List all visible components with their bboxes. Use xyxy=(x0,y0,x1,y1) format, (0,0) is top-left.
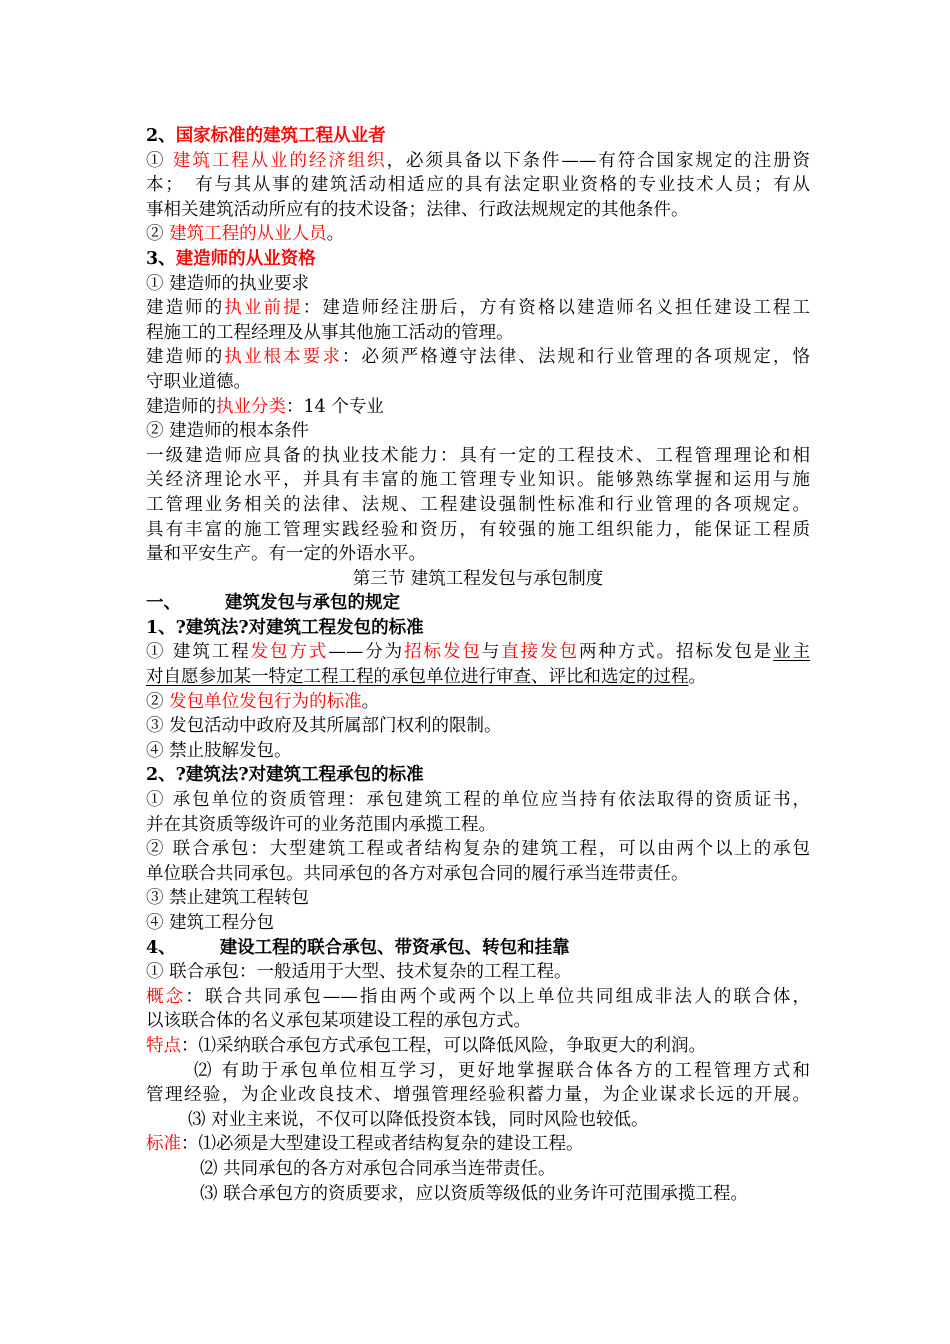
paragraph-text: 建造师的 xyxy=(146,396,216,417)
paragraph-line xyxy=(146,222,810,247)
paragraph-text: 与 xyxy=(481,642,502,663)
paragraph-text: ：⑴采纳联合承包方式承包工程，可以降低风险，争取更大的利润。 xyxy=(181,1035,706,1056)
paragraph-text: 。 xyxy=(688,667,706,688)
paragraph-line: 本； 有与其从事的建筑活动相适应的具有法定职业资格的专业技术人员；有从 xyxy=(146,175,810,196)
paragraph-text: ，必须具备以下条件——有符合国家规定的注册资 xyxy=(386,150,810,171)
paragraph-line: 守职业道德。 xyxy=(146,371,251,392)
paragraph-line xyxy=(146,345,810,370)
heading-1-issuing-standard: 1、?建筑法?对建筑工程发包的标准 xyxy=(146,617,424,638)
paragraph-line: 以该联合体的名义承包某项建设工程的承包方式。 xyxy=(146,1011,531,1032)
paragraph-line: 关经济理论水平，并具有丰富的施工管理专业知识。能够熟练掌握和运用与施 xyxy=(146,470,810,491)
highlighted-term: 发包单位发包行为的标准 xyxy=(169,691,362,712)
paragraph-text: 两种方式。招标发包是 xyxy=(578,642,774,663)
paragraph-line: 一级建造师应具备的执业技术能力：具有一定的工程技术、工程管理理论和相 xyxy=(146,445,810,466)
paragraph-line: ⑶ 联合承包方的资质要求，应以资质等级低的业务许可范围承揽工程。 xyxy=(200,1183,749,1204)
paragraph-line xyxy=(146,395,810,420)
paragraph-line xyxy=(146,640,810,665)
paragraph-line xyxy=(146,690,810,715)
section-title: 第三节 建筑工程发包与承包制度 xyxy=(352,568,604,589)
paragraph-text: 。 xyxy=(326,224,345,245)
paragraph-text: ：14 个专业 xyxy=(286,396,384,417)
heading-number: 4、 xyxy=(146,937,176,958)
underlined-text: 业主 xyxy=(773,642,811,663)
paragraph-text: ：必须严格遵守法律、法规和行业管理的各项规定，恪 xyxy=(341,347,811,368)
paragraph-line: 程施工的工程经理及从事其他施工活动的管理。 xyxy=(146,322,514,343)
subheading-line: ② 建造师的根本条件 xyxy=(146,421,310,442)
paragraph-line: 事相关建筑活动所应有的技术设备；法律、行政法规规定的其他条件。 xyxy=(146,199,689,220)
paragraph-line: ① 承包单位的资质管理：承包建筑工程的单位应当持有依法取得的资质证书， xyxy=(146,790,810,811)
list-marker: ① xyxy=(146,150,173,171)
highlighted-term: 发包方式 xyxy=(250,642,329,663)
heading-text: 建造师的从业资格 xyxy=(175,248,316,269)
document-page xyxy=(146,124,810,1206)
heading-number: 3、 xyxy=(146,248,176,269)
paragraph-line xyxy=(146,665,810,690)
highlighted-term: 建筑工程的从业人员 xyxy=(169,224,327,245)
list-marker: ② xyxy=(146,224,170,245)
paragraph-line xyxy=(146,296,810,321)
paragraph-line: 并在其资质等级许可的业务范围内承揽工程。 xyxy=(146,814,496,835)
paragraph-line: ③ 禁止建筑工程转包 xyxy=(146,888,310,909)
paragraph-text: 。 xyxy=(361,691,380,712)
underlined-text: 对自愿参加某一特定工程工程的承包单位进行审查、评比和选定的过程 xyxy=(146,667,689,688)
highlighted-term: 特点 xyxy=(146,1035,181,1056)
heading-number: 一、 xyxy=(146,593,181,614)
paragraph-line xyxy=(146,149,810,174)
heading-number: 2、 xyxy=(146,126,176,146)
paragraph-text: 建造师的 xyxy=(146,347,225,368)
paragraph-text: ：⑴必须是大型建设工程或者结构复杂的建设工程。 xyxy=(181,1134,584,1155)
heading-text: 国家标准的建筑工程从业者 xyxy=(175,126,386,146)
subheading-line: ① 建造师的执业要求 xyxy=(146,273,310,294)
heading-text: 建设工程的联合承包、带资承包、转包和挂靠 xyxy=(219,937,570,958)
paragraph-line xyxy=(146,1034,810,1059)
highlighted-term: 建筑工程从业的经济组织 xyxy=(172,150,387,171)
paragraph-line: ① 联合承包：一般适用于大型、技术复杂的工程工程。 xyxy=(146,962,572,983)
paragraph-line: ④ 建筑工程分包 xyxy=(146,913,275,933)
paragraph-line: 工管理业务相关的法律、法规、工程建设强制性标准和行业管理的各项规定。 xyxy=(146,494,810,515)
highlighted-term: 直接发包 xyxy=(501,642,579,663)
highlighted-term: 执业根本要求 xyxy=(224,347,342,368)
paragraph-line: ② 联合承包：大型建筑工程或者结构复杂的建筑工程，可以由两个以上的承包 xyxy=(146,839,810,860)
highlighted-term: 标准 xyxy=(146,1134,181,1155)
paragraph-text: ：建造师经注册后，方有资格以建造师名义担任建设工程工 xyxy=(302,298,811,319)
heading-1-contracting-rules xyxy=(146,591,810,616)
highlighted-term: 执业分类 xyxy=(216,396,286,417)
highlighted-term: 概念 xyxy=(146,986,186,1007)
paragraph-text: 建造师的 xyxy=(146,298,225,319)
paragraph-line: 量和平安生产。有一定的外语水平。 xyxy=(146,544,426,565)
paragraph-line xyxy=(146,985,810,1010)
paragraph-line: 单位联合共同承包。共同承包的各方对承包合同的履行承当连带责任。 xyxy=(146,863,689,884)
paragraph-line: ④ 禁止肢解发包。 xyxy=(146,740,292,761)
paragraph-line xyxy=(146,1132,810,1157)
list-marker: ② xyxy=(146,691,170,712)
paragraph-line: 管理经验，为企业改良技术、增强管理经验积蓄力量，为企业谋求长远的开展。 xyxy=(146,1085,810,1106)
paragraph-line: ⑵ 有助于承包单位相互学习，更好地掌握联合体各方的工程管理方式和 xyxy=(194,1060,810,1081)
highlighted-term: 招标发包 xyxy=(404,642,482,663)
heading-text: 建筑发包与承包的规定 xyxy=(225,593,400,614)
paragraph-line: 具有丰富的施工管理实践经验和资历，有较强的施工组织能力，能保证工程质 xyxy=(146,519,810,540)
paragraph-text: ① 建筑工程 xyxy=(146,642,251,663)
heading-2-contracting-standard: 2、?建筑法?对建筑工程承包的标准 xyxy=(146,765,424,786)
heading-4-joint-contracting xyxy=(146,936,810,961)
paragraph-text: ——分为 xyxy=(328,642,405,663)
paragraph-line: ③ 发包活动中政府及其所属部门权利的限制。 xyxy=(146,716,502,737)
heading-3-constructor-qualification xyxy=(146,247,810,272)
paragraph-text: ：联合共同承包——指由两个或两个以上单位共同组成非法人的联合体， xyxy=(185,986,810,1007)
paragraph-line: ⑶ 对业主来说，不仅可以降低投资本钱，同时风险也较低。 xyxy=(188,1109,649,1130)
paragraph-line: ⑵ 共同承包的各方对承包合同承当连带责任。 xyxy=(200,1158,556,1179)
highlighted-term: 执业前提 xyxy=(224,298,303,319)
heading-2-national-standard xyxy=(146,124,810,149)
